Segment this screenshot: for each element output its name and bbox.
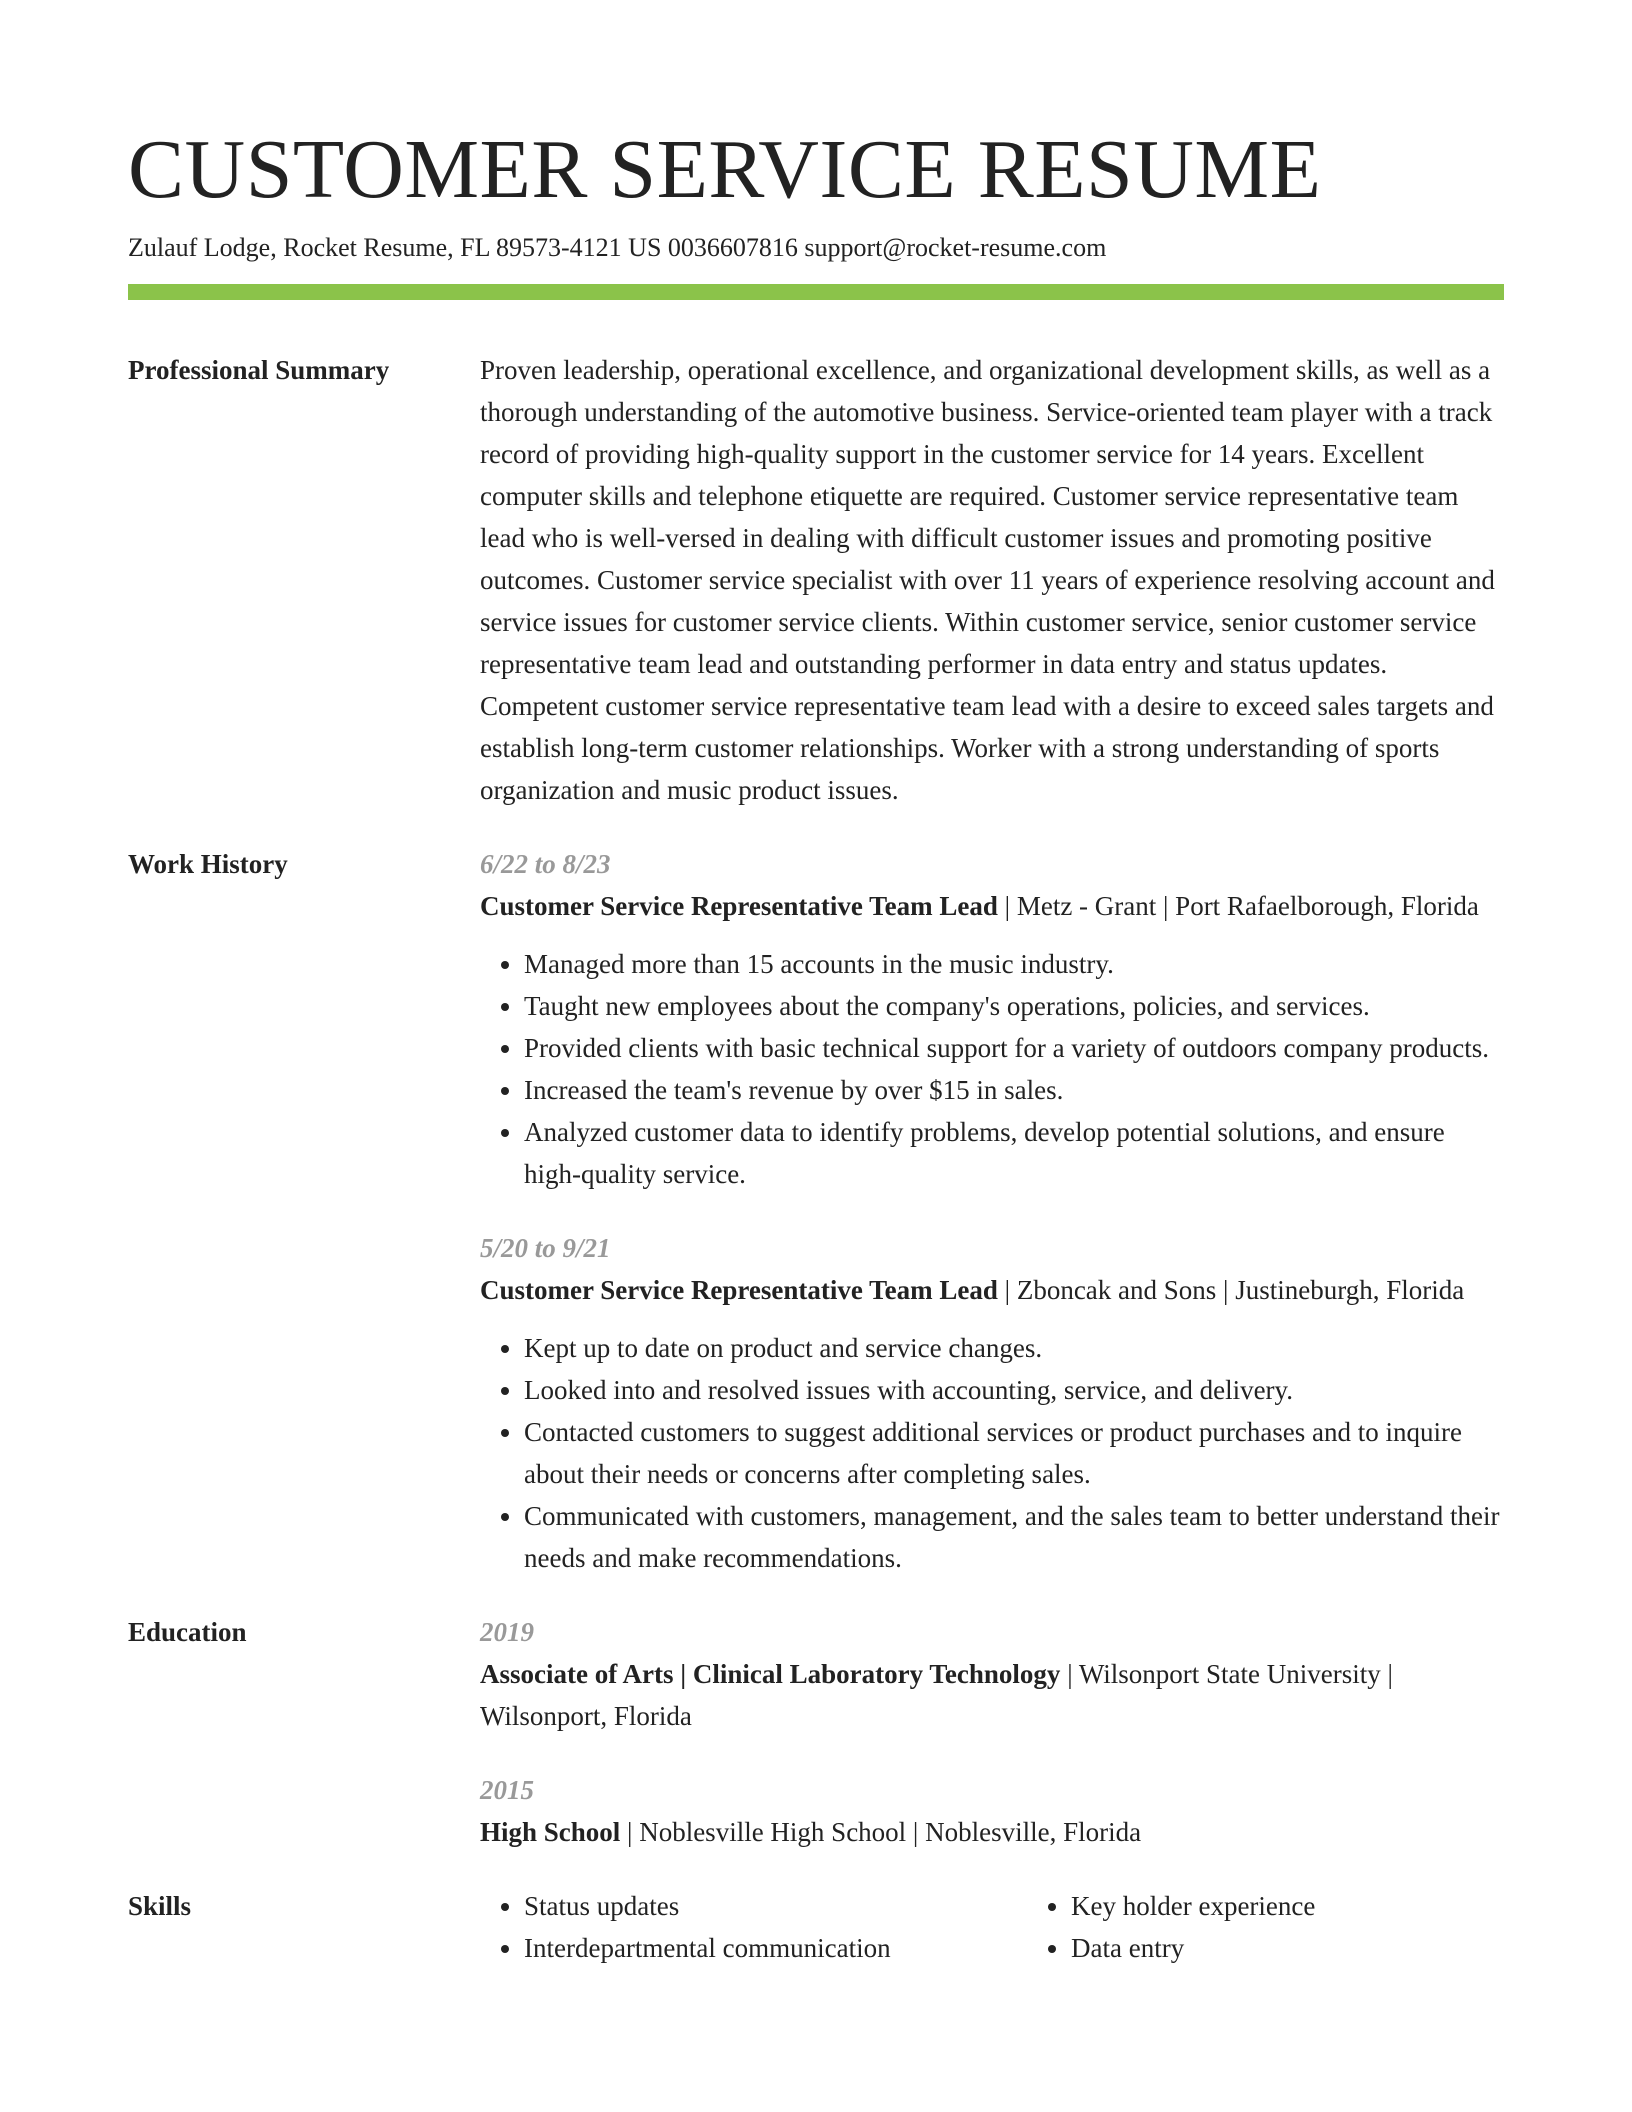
work-history-body <box>480 843 1504 1579</box>
job-bullet: • Communicated with customers, management, and the sales team to better understand their needs and make recommendations. <box>524 1495 1504 1579</box>
job-bullet: • Contacted customers to suggest additional services or product purchases and to inquire about their needs or concerns after completing sales. <box>524 1411 1504 1495</box>
job-entry <box>480 1227 1504 1579</box>
education-school: | Noblesville High School | Noblesville, Florida <box>620 1817 1142 1847</box>
skills-columns <box>480 1885 1574 1969</box>
skills-list-right <box>1027 1885 1574 1969</box>
job-dates: 6/22 to 8/23 <box>480 849 611 879</box>
job-bullet: • Kept up to date on product and service changes. <box>524 1327 1504 1369</box>
job-employer-location: | Metz - Grant | Port Rafaelborough, Florida <box>997 891 1479 921</box>
job-title: Customer Service Representative Team Lead <box>480 1275 998 1305</box>
summary-label: Professional Summary <box>128 355 390 385</box>
resume-title: CUSTOMER SERVICE RESUME <box>128 123 1322 216</box>
job-title: Customer Service Representative Team Lead <box>480 891 998 921</box>
contact-line: Zulauf Lodge, Rocket Resume, FL 89573-4121 US 0036607816 support@rocket-resume.com <box>128 233 1107 262</box>
education-entry <box>480 1769 1504 1853</box>
job-bullet: • Analyzed customer data to identify problems, develop potential solutions, and ensure high-quality service. <box>524 1111 1504 1195</box>
skill-item: • Key holder experience <box>1071 1885 1574 1927</box>
job-bullet: • Managed more than 15 accounts in the music industry. <box>524 943 1504 985</box>
job-entry <box>480 843 1504 1195</box>
job-role-line <box>480 885 1504 927</box>
education-line <box>480 1653 1504 1737</box>
job-bullet: • Taught new employees about the company's operations, policies, and services. <box>524 985 1504 1027</box>
job-role-line <box>480 1269 1504 1311</box>
summary-section <box>128 349 1504 811</box>
education-year: 2019 <box>480 1617 534 1647</box>
work-history-section <box>128 843 1504 1579</box>
skills-section <box>128 1885 1504 1969</box>
skills-list-left <box>480 1885 1027 1969</box>
job-dates: 5/20 to 9/21 <box>480 1233 611 1263</box>
skill-item: • Interdepartmental communication <box>524 1927 1027 1969</box>
header-divider <box>128 284 1504 300</box>
education-year: 2015 <box>480 1775 534 1805</box>
education-entry <box>480 1611 1504 1737</box>
work-history-label: Work History <box>128 849 288 879</box>
job-bullets <box>480 1327 1504 1579</box>
education-line <box>480 1811 1504 1853</box>
education-section <box>128 1611 1504 1853</box>
education-degree: High School <box>480 1817 621 1847</box>
resume-page <box>128 0 1504 1969</box>
summary-text: Proven leadership, operational excellence, and organizational development skills, as well as a thorough understanding of the automotive business. Service-oriented team player with a track record of providing high-quality support in the customer service for 14 years. Excellent computer skills and telephone etiquette are required. Customer service representative team lead who is well-versed in dealing with difficult customer issues and promoting positive outcomes. Customer service specialist with over 11 years of experience resolving account and service issues for customer service clients. Within customer service, senior customer service representative team lead and outstanding performer in data entry and status updates. Competent customer service representative team lead with a desire to exceed sales targets and establish long-term customer relationships. Worker with a strong understanding of sports organization and music product issues. <box>480 355 1495 805</box>
skills-label: Skills <box>128 1891 192 1921</box>
job-bullet: • Increased the team's revenue by over $15 in sales. <box>524 1069 1504 1111</box>
skill-item: • Data entry <box>1071 1927 1574 1969</box>
job-bullets <box>480 943 1504 1195</box>
skill-item: • Status updates <box>524 1885 1027 1927</box>
job-employer-location: | Zboncak and Sons | Justineburgh, Florida <box>997 1275 1465 1305</box>
education-degree: Associate of Arts | Clinical Laboratory Technology <box>480 1659 1061 1689</box>
job-bullet: • Provided clients with basic technical support for a variety of outdoors company products. <box>524 1027 1504 1069</box>
education-body <box>480 1611 1504 1853</box>
education-label: Education <box>128 1617 247 1647</box>
education-school: | Wilsonport State University | Wilsonport, Florida <box>480 1659 1393 1731</box>
job-bullet: • Looked into and resolved issues with accounting, service, and delivery. <box>524 1369 1504 1411</box>
